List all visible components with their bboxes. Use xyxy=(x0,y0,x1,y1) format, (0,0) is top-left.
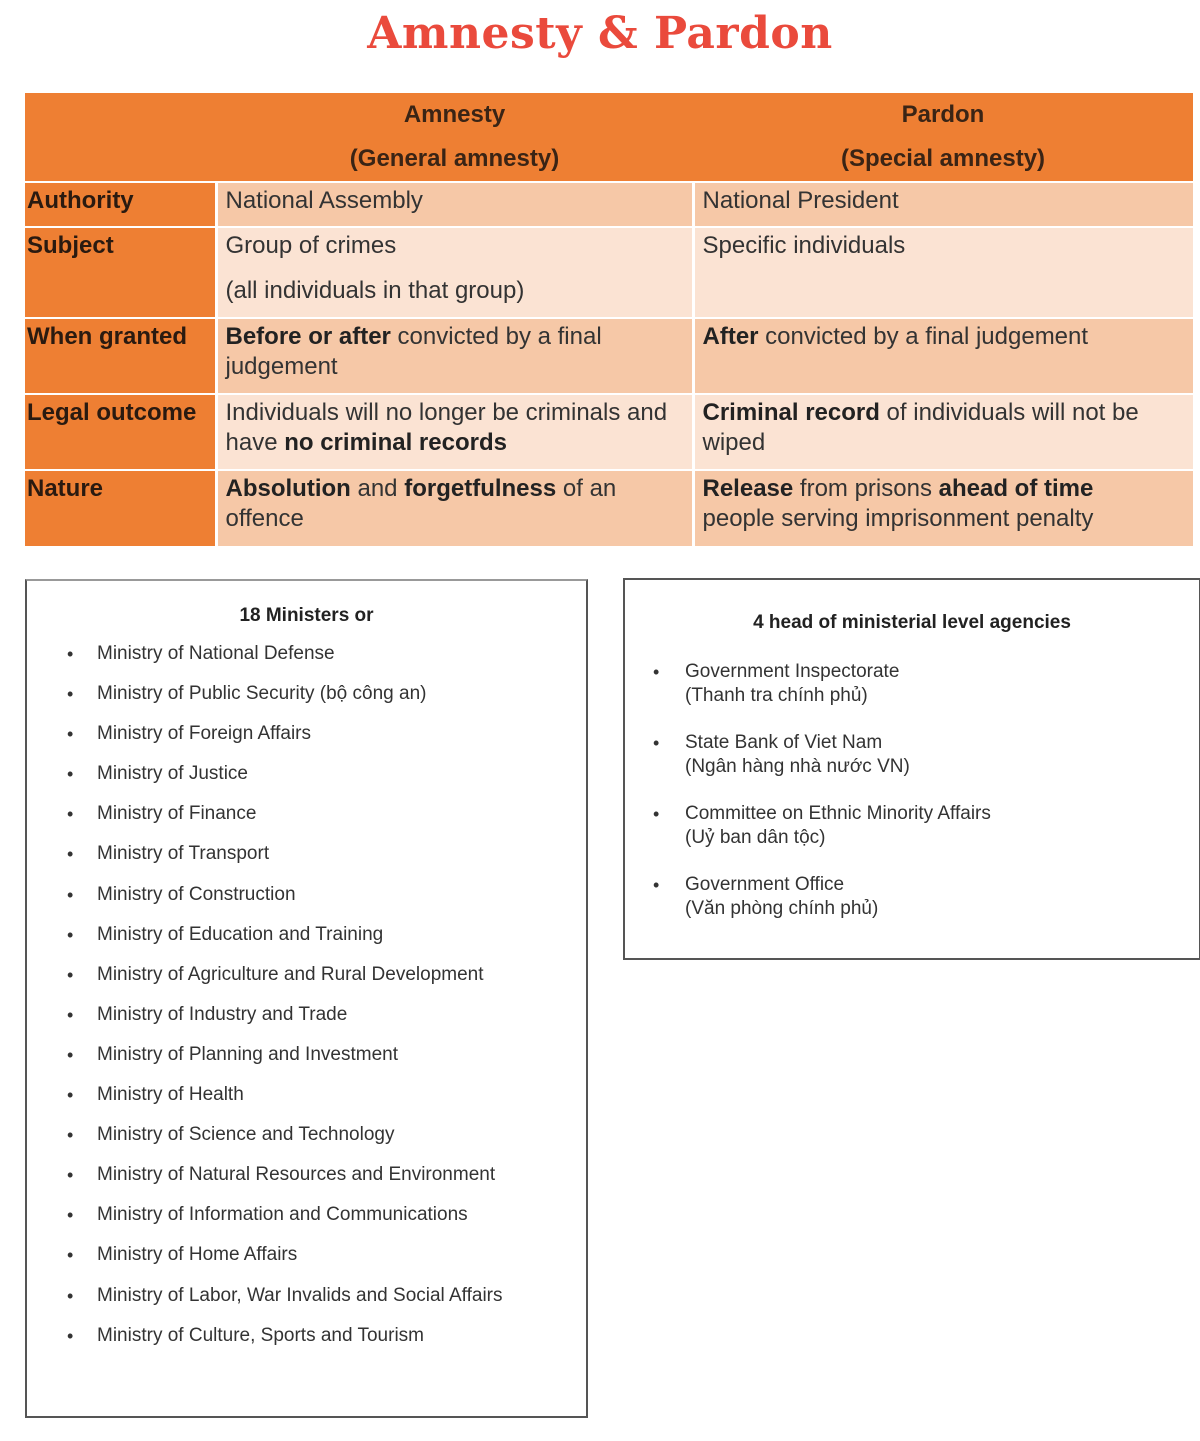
list-item: • Ministry of Information and Communications xyxy=(27,1202,503,1242)
list-item: • Ministry of Finance xyxy=(27,801,503,841)
cell-text: Individuals will no longer be criminals and have xyxy=(225,399,668,456)
header-amnesty-title: Amnesty xyxy=(403,101,506,128)
cell-text: National Assembly xyxy=(225,187,423,214)
cell-text: convicted by a final judgement xyxy=(225,323,602,380)
list-item: • Ministry of Construction xyxy=(27,882,503,922)
list-item: • Ministry of Foreign Affairs xyxy=(27,721,503,761)
cell-text: of an offence xyxy=(225,475,617,532)
agency-name: • Committee on Ethnic Minority Affairs xyxy=(685,803,991,824)
bold-text: no criminal records xyxy=(284,429,507,456)
bold-text: Release xyxy=(702,475,794,502)
row-label-nature: Nature xyxy=(25,470,216,546)
cell-text: (all individuals in that group) xyxy=(225,277,525,304)
when-granted-pardon xyxy=(693,318,1193,394)
cell-text: from prisons xyxy=(793,475,939,502)
header-pardon-title: Pardon xyxy=(901,101,985,128)
table-row-legal-outcome xyxy=(25,394,1193,470)
list-item xyxy=(625,660,991,731)
nature-amnesty xyxy=(216,470,693,546)
row-label-authority: Authority xyxy=(25,182,216,227)
comparison-table xyxy=(25,93,1193,546)
agency-name: • State Bank of Viet Nam xyxy=(685,732,883,753)
legal-outcome-pardon xyxy=(693,394,1193,470)
header-amnesty-subtitle: (General amnesty) xyxy=(349,145,560,172)
row-label-legal-outcome: Legal outcome xyxy=(25,394,216,470)
cell-text: Group of crimes xyxy=(225,232,397,259)
cell-text: Specific individuals xyxy=(702,232,906,259)
header-empty-cell xyxy=(25,93,216,182)
legal-outcome-amnesty xyxy=(216,394,693,470)
page-title: Amnesty & Pardon xyxy=(367,8,833,59)
table-row-nature xyxy=(25,470,1193,546)
list-item xyxy=(625,873,991,944)
agency-name: • Government Office xyxy=(685,874,845,895)
authority-amnesty xyxy=(216,182,693,227)
nature-pardon xyxy=(693,470,1193,546)
row-label-when-granted: When granted xyxy=(25,318,216,394)
cell-text: people serving imprisonment penalty xyxy=(702,505,1094,532)
bold-text: Before or after xyxy=(225,323,391,350)
cell-text: National President xyxy=(702,187,899,214)
list-item: • Ministry of Science and Technology xyxy=(27,1122,503,1162)
table-row-subject xyxy=(25,227,1193,318)
agency-vietnamese-name: (Văn phòng chính phủ) xyxy=(685,898,879,919)
agencies-list xyxy=(625,660,991,944)
agency-vietnamese-name: (Uỷ ban dân tộc) xyxy=(685,827,826,848)
ministers-box xyxy=(25,579,588,1418)
ministers-heading: 18 Ministers or xyxy=(239,605,374,626)
list-item: • Ministry of Planning and Investment xyxy=(27,1042,503,1082)
bold-text: After xyxy=(702,323,759,350)
agencies-box xyxy=(623,578,1200,960)
cell-text: of individuals will not be wiped xyxy=(702,399,1139,456)
header-pardon-subtitle: (Special amnesty) xyxy=(840,145,1046,172)
when-granted-amnesty xyxy=(216,318,693,394)
list-item: • Ministry of Public Security (bộ công an) xyxy=(27,681,503,721)
list-item: • Ministry of Labor, War Invalids and Social Affairs xyxy=(27,1283,503,1323)
bold-text: ahead of time xyxy=(938,475,1094,502)
list-item: • Ministry of Agriculture and Rural Development xyxy=(27,962,503,1002)
table-row-when-granted xyxy=(25,318,1193,394)
list-item: • Ministry of Health xyxy=(27,1082,503,1122)
list-item xyxy=(625,802,991,873)
list-item xyxy=(625,731,991,802)
bold-text: forgetfulness xyxy=(404,475,557,502)
list-item: • Ministry of National Defense xyxy=(27,641,503,681)
bold-text: Absolution xyxy=(225,475,351,502)
list-item: • Ministry of Culture, Sports and Tourism xyxy=(27,1323,503,1363)
agency-vietnamese-name: (Thanh tra chính phủ) xyxy=(685,685,868,706)
list-item: • Ministry of Education and Training xyxy=(27,922,503,962)
list-item: • Ministry of Justice xyxy=(27,761,503,801)
authority-pardon xyxy=(693,182,1193,227)
row-label-subject: Subject xyxy=(25,227,216,318)
subject-pardon xyxy=(693,227,1193,318)
subject-amnesty xyxy=(216,227,693,318)
table-row-authority xyxy=(25,182,1193,227)
header-pardon xyxy=(693,93,1193,182)
list-item: • Ministry of Transport xyxy=(27,841,503,881)
list-item: • Ministry of Home Affairs xyxy=(27,1242,503,1282)
list-item: • Ministry of Natural Resources and Environment xyxy=(27,1162,503,1202)
bold-text: Criminal record xyxy=(702,399,880,426)
agencies-heading: 4 head of ministerial level agencies xyxy=(753,612,1071,633)
cell-text: convicted by a final judgement xyxy=(758,323,1089,350)
table-header-row xyxy=(25,93,1193,182)
agency-vietnamese-name: (Ngân hàng nhà nước VN) xyxy=(685,756,910,777)
ministers-list xyxy=(27,641,503,1363)
cell-text: and xyxy=(350,475,405,502)
list-item: • Ministry of Industry and Trade xyxy=(27,1002,503,1042)
header-amnesty xyxy=(216,93,693,182)
agency-name: • Government Inspectorate xyxy=(685,661,900,682)
